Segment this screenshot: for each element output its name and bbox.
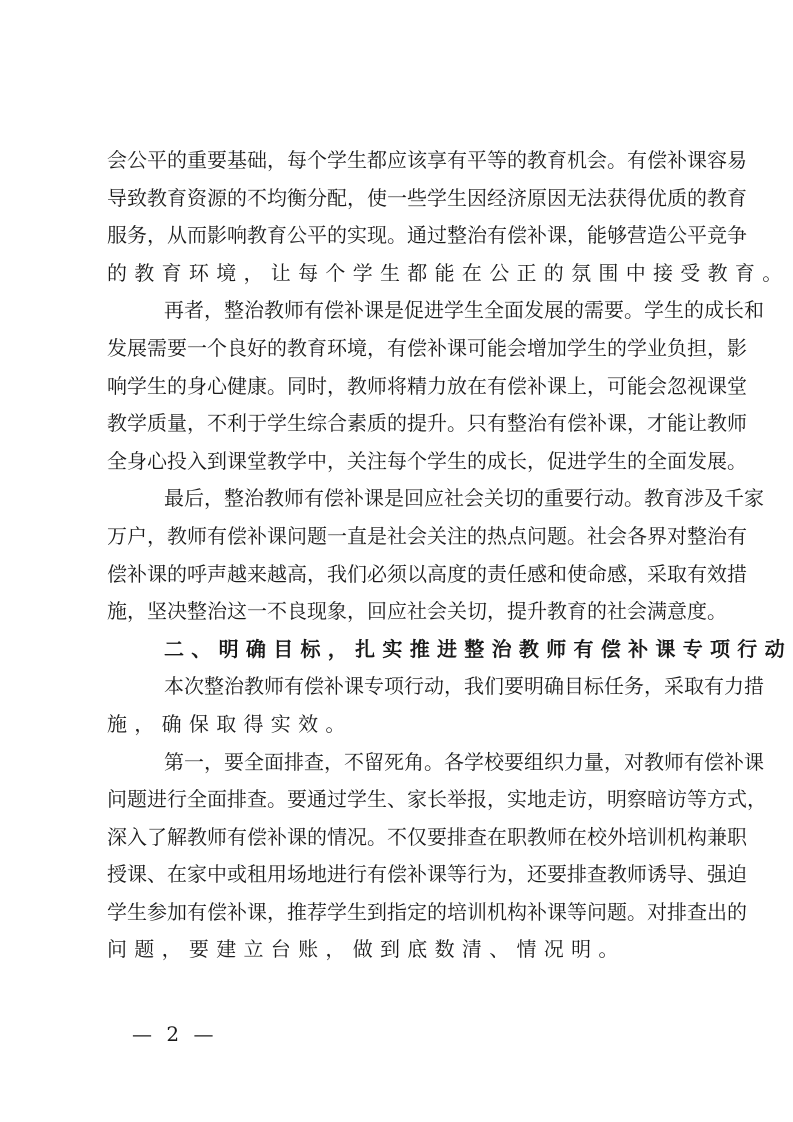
text-line: 发展需要一个良好的教育环境，有偿补课可能会增加学生的学业负担，影 — [107, 335, 747, 360]
text-line: 万户，教师有偿补课问题一直是社会关注的热点问题。社会各界对整治有 — [107, 523, 747, 548]
text-line: 深入了解教师有偿补课的情况。不仅要排查在职教师在校外培训机构兼职 — [107, 824, 747, 849]
text-line: 最后，整治教师有偿补课是回应社会关切的重要行动。教育涉及千家 — [164, 486, 764, 511]
text-line: 的教育环境，让每个学生都能在公正的氛围中接受教育。 — [107, 260, 790, 285]
text-line: 问题，要建立台账，做到底数清、情况明。 — [107, 937, 626, 962]
page-number: — 2 — — [132, 1022, 218, 1046]
text-line: 教学质量，不利于学生综合素质的提升。只有整治有偿补课，才能让教师 — [107, 411, 747, 436]
text-line: 问题进行全面排查。要通过学生、家长举报，实地走访，明察暗访等方式， — [107, 787, 767, 812]
text-line: 响学生的身心健康。同时，教师将精力放在有偿补课上，可能会忽视课堂 — [107, 373, 747, 398]
text-line: 再者，整治教师有偿补课是促进学生全面发展的需要。学生的成长和 — [164, 298, 764, 323]
text-line: 服务，从而影响教育公平的实现。通过整治有偿补课，能够营造公平竞争 — [107, 223, 747, 248]
text-line: 导致教育资源的不均衡分配，使一些学生因经济原因无法获得优质的教育 — [107, 185, 747, 210]
document-body — [107, 142, 792, 969]
text-line: 施，确保取得实效。 — [107, 711, 353, 736]
text-line: 全身心投入到课堂教学中，关注每个学生的成长，促进学生的全面发展。 — [107, 448, 747, 473]
text-line: 会公平的重要基础，每个学生都应该享有平等的教育机会。有偿补课容易 — [107, 148, 747, 172]
text-line: 第一，要全面排查，不留死角。各学校要组织力量，对教师有偿补课 — [164, 749, 764, 774]
section-heading: 二、明确目标，扎实推进整治教师有偿补课专项行动 — [164, 636, 792, 661]
text-line: 学生参加有偿补课，推荐学生到指定的培训机构补课等问题。对排查出的 — [107, 899, 747, 924]
text-line: 偿补课的呼声越来越高，我们必须以高度的责任感和使命感，采取有效措 — [107, 561, 747, 586]
text-line: 本次整治教师有偿补课专项行动，我们要明确目标任务，采取有力措 — [164, 674, 764, 699]
text-line: 施，坚决整治这一不良现象，回应社会关切，提升教育的社会满意度。 — [107, 599, 727, 624]
text-line: 授课、在家中或租用场地进行有偿补课等行为，还要排查教师诱导、强迫 — [107, 862, 747, 887]
